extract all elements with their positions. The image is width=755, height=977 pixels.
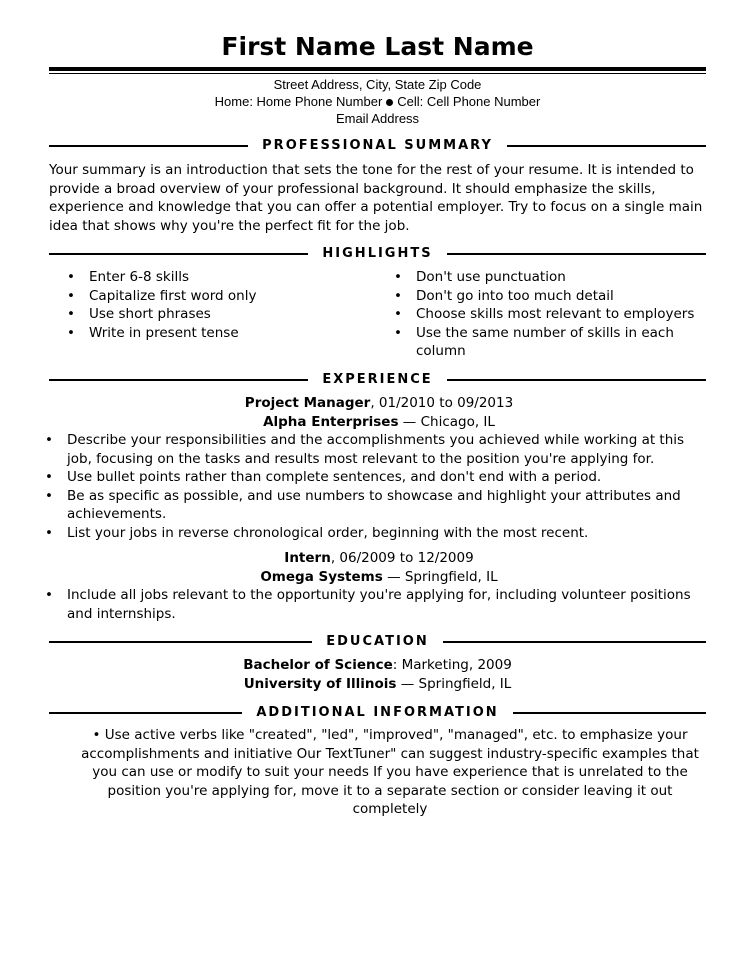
candidate-name: First Name Last Name [221, 32, 534, 61]
bullet-dot-icon [386, 99, 393, 106]
highlight-item: • Don't go into too much detail [376, 287, 706, 306]
summary-text: Your summary is an introduction that sets the tone for the rest of your resume. It is intended to provide a broad overview of your professional background. It should emphasize the skills, experience and knowledge that you can offer a potential employer. Try to focus on a single main idea that shows why you're the perfect fit for the job. [49, 162, 703, 234]
section-heading-summary [49, 136, 706, 156]
section-title: EDUCATION [326, 634, 429, 649]
header-rule-thin [49, 73, 706, 74]
heading-rule [447, 253, 706, 255]
contact-cell: Cell: Cell Phone Number [397, 94, 541, 109]
highlights-right-list [376, 268, 706, 361]
job-bullet: • List your jobs in reverse chronological order, beginning with the most recent. [27, 524, 709, 543]
highlight-item: • Capitalize first word only [49, 287, 379, 306]
education-degree-line [0, 656, 755, 675]
heading-rule [49, 145, 248, 147]
additional-info-text: • Use active verbs like "created", "led", "improved", "managed", etc. to emphasize your accomplishments and initiative Our TextTuner" can suggest industry-specific examples that you can use or modify to suit your needs If you have experience that is unrelated to the position you're applying for, move it to a separate section or consider leaving it out completely [81, 727, 699, 817]
education-school: University of Illinois [243, 675, 397, 692]
section-title: HIGHLIGHTS [322, 246, 433, 261]
contact-home: Home: Home Phone Number [214, 94, 383, 109]
heading-rule [513, 712, 706, 714]
section-title: PROFESSIONAL SUMMARY [262, 138, 493, 153]
section-title: ADDITIONAL INFORMATION [256, 705, 499, 720]
job-bullet: • Use bullet points rather than complete sentences, and don't end with a period. [27, 468, 709, 487]
heading-rule [447, 379, 706, 381]
job-entry [49, 394, 709, 542]
education-entry [0, 656, 755, 693]
job-title-line [49, 549, 709, 568]
header-rule-thick [49, 67, 706, 71]
highlight-item: • Use the same number of skills in each column [376, 324, 706, 361]
heading-rule [507, 145, 706, 147]
heading-rule [443, 641, 706, 643]
job-entry [49, 549, 709, 623]
section-heading-additional [49, 703, 706, 723]
job-company: Omega Systems [260, 568, 383, 585]
contact-block [0, 76, 755, 127]
job-title: Intern [284, 550, 331, 566]
job-title: Project Manager [244, 395, 371, 411]
heading-rule [49, 253, 308, 255]
job-bullets [27, 431, 709, 542]
job-company-line [49, 413, 709, 432]
heading-rule [49, 712, 242, 714]
job-bullet: • Be as specific as possible, and use numbers to showcase and highlight your attributes and achievements. [27, 487, 709, 524]
job-location: — Springfield, IL [382, 568, 498, 585]
job-company: Alpha Enterprises [263, 413, 399, 430]
section-heading-highlights [49, 244, 706, 264]
highlight-item: • Don't use punctuation [376, 268, 706, 287]
job-bullets [27, 586, 709, 623]
education-degree: Bachelor of Science [243, 657, 393, 673]
job-title-line [49, 394, 709, 413]
heading-rule [49, 641, 312, 643]
education-school-line [0, 675, 755, 694]
highlight-item: • Choose skills most relevant to employers [376, 305, 706, 324]
section-heading-education [49, 632, 706, 652]
contact-address: Street Address, City, State Zip Code [273, 77, 482, 92]
highlight-item: • Enter 6-8 skills [49, 268, 379, 287]
job-dates: , 06/2009 to 12/2009 [330, 550, 474, 566]
contact-email: Email Address [335, 111, 420, 126]
job-bullet: • Describe your responsibilities and the accomplishments you achieved while working at this job, focusing on the tasks and results most relevant to the position you're applying for. [27, 431, 709, 468]
section-title: EXPERIENCE [322, 372, 433, 387]
section-heading-experience [49, 370, 706, 390]
highlight-item: • Use short phrases [49, 305, 379, 324]
job-bullet: • Include all jobs relevant to the opportunity you're applying for, including volunteer positions and internships. [27, 586, 709, 623]
job-company-line [49, 568, 709, 587]
contact-phones [0, 93, 755, 110]
education-field: : Marketing, 2009 [392, 657, 512, 673]
job-location: — Chicago, IL [398, 413, 495, 430]
highlight-item: • Write in present tense [49, 324, 379, 343]
highlights-left-list [49, 268, 379, 342]
education-location: — Springfield, IL [396, 675, 512, 692]
job-dates: , 01/2010 to 09/2013 [370, 395, 514, 411]
heading-rule [49, 379, 308, 381]
